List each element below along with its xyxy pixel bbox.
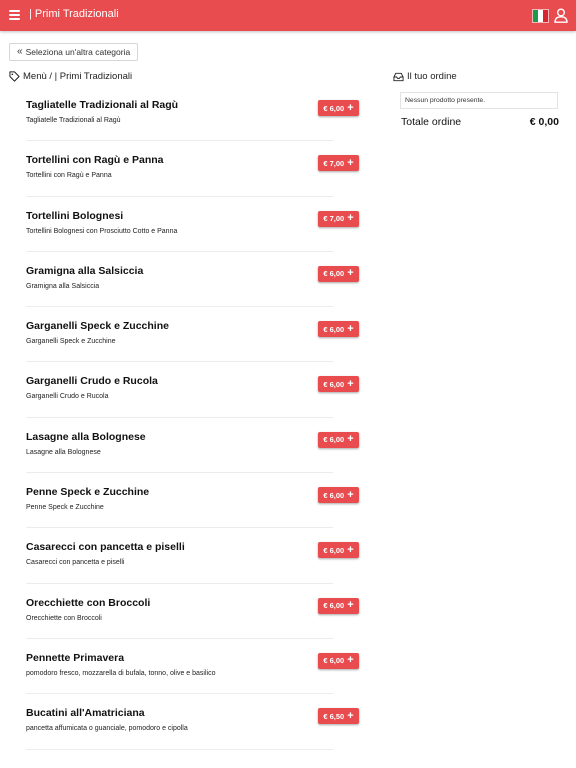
menu-item-price: € 7,00: [323, 214, 345, 224]
order-title: Il tuo ordine: [407, 71, 457, 82]
double-chevron-left-icon: «: [17, 46, 23, 57]
menu-item-price: € 6,00: [323, 324, 345, 334]
add-to-order-button[interactable]: [318, 542, 359, 558]
menu-item-name: Gramigna alla Salsiccia: [26, 264, 144, 277]
order-header: [393, 71, 457, 82]
breadcrumb-text: Menù / | Primi Tradizionali: [23, 71, 133, 82]
divider: [26, 749, 333, 750]
menu-item-description: Orecchiette con Broccoli: [26, 614, 102, 622]
menu-item-name: Garganelli Crudo e Rucola: [26, 375, 158, 388]
tag-icon: [9, 71, 20, 82]
select-category-label: Seleziona un'altra categoria: [25, 47, 131, 57]
menu-item: [26, 252, 359, 307]
menu-item: [26, 362, 359, 417]
menu-item-name: Pennette Primavera: [26, 651, 125, 664]
add-to-order-button[interactable]: [318, 100, 359, 116]
menu-item-price: € 6,00: [323, 269, 345, 279]
menu-item-description: Garganelli Crudo e Rucola: [26, 393, 109, 401]
add-to-order-button[interactable]: [318, 266, 359, 282]
plus-icon: +: [347, 599, 354, 612]
plus-icon: +: [347, 267, 354, 280]
menu-item-price: € 6,50: [323, 711, 345, 721]
breadcrumb: [9, 71, 132, 82]
menu-item-description: pancetta affumicata o guanciale, pomodoro e cipolla: [26, 725, 188, 733]
menu-item: [26, 307, 359, 362]
menu-item-description: Gramigna alla Salsiccia: [26, 282, 100, 290]
menu-item-name: Penne Speck e Zucchine: [26, 486, 150, 499]
menu-item-description: Tortellini con Ragù e Panna: [26, 172, 112, 180]
plus-icon: +: [347, 156, 354, 169]
menu-item: [26, 86, 359, 141]
menu-item-price: € 6,00: [323, 490, 345, 500]
menu-item-price: € 7,00: [323, 158, 345, 168]
top-bar: [0, 0, 576, 31]
add-to-order-button[interactable]: [318, 487, 359, 503]
menu-item-name: Garganelli Speck e Zucchine: [26, 320, 169, 333]
add-to-order-button[interactable]: [318, 321, 359, 337]
menu-item: [26, 473, 359, 528]
menu-item: [26, 418, 359, 473]
plus-icon: +: [347, 488, 354, 501]
menu-item: [26, 584, 359, 639]
add-to-order-button[interactable]: [318, 653, 359, 669]
plus-icon: +: [347, 654, 354, 667]
hamburger-icon[interactable]: [9, 10, 20, 20]
inbox-icon: [393, 72, 404, 82]
menu-list: [26, 86, 359, 750]
italy-flag-icon[interactable]: [532, 9, 549, 23]
menu-item: [26, 528, 359, 583]
plus-icon: +: [347, 377, 354, 390]
menu-item-name: Bucatini all'Amatriciana: [26, 707, 145, 720]
order-total-value: € 0,00: [529, 116, 559, 128]
menu-item-name: Orecchiette con Broccoli: [26, 596, 151, 609]
order-total-label: Totale ordine: [401, 116, 462, 128]
menu-item-price: € 6,00: [323, 601, 345, 611]
menu-item-description: Tagliatelle Tradizionali al Ragù: [26, 117, 121, 124]
menu-item-price: € 6,00: [323, 379, 345, 389]
add-to-order-button[interactable]: [318, 376, 359, 392]
plus-icon: +: [347, 433, 354, 446]
menu-item-description: Casarecci con pancetta e piselli: [26, 559, 125, 567]
select-category-button[interactable]: [9, 43, 138, 61]
menu-item-name: Tortellini Bolognesi: [26, 209, 124, 222]
menu-item-description: Penne Speck e Zucchine: [26, 504, 104, 512]
menu-item-name: Lasagne alla Bolognese: [26, 430, 146, 443]
menu-item-description: Lasagne alla Bolognese: [26, 448, 101, 456]
user-icon[interactable]: [554, 8, 568, 23]
plus-icon: +: [347, 543, 354, 556]
plus-icon: +: [347, 322, 354, 335]
add-to-order-button[interactable]: [318, 598, 359, 614]
menu-item-description: Tortellini Bolognesi con Prosciutto Cotto e Panna: [26, 227, 178, 235]
menu-item: [26, 694, 359, 749]
plus-icon: +: [347, 212, 354, 225]
add-to-order-button[interactable]: [318, 155, 359, 171]
menu-item: [26, 141, 359, 196]
menu-item-description: pomodoro fresco, mozzarella di bufala, tonno, olive e basilico: [26, 669, 216, 677]
page-title: | Primi Tradizionali: [29, 8, 119, 20]
menu-item-price: € 6,00: [323, 545, 345, 555]
menu-item-name: Tagliatelle Tradizionali al Ragù: [26, 99, 179, 111]
add-to-order-button[interactable]: [318, 211, 359, 227]
menu-item-price: € 6,00: [323, 435, 345, 445]
menu-item: [26, 197, 359, 252]
order-empty-message: Nessun prodotto presente.: [400, 92, 558, 109]
plus-icon: +: [347, 709, 354, 722]
menu-item: [26, 639, 359, 694]
plus-icon: +: [347, 101, 354, 114]
menu-item-price: € 6,00: [323, 656, 345, 666]
add-to-order-button[interactable]: [318, 432, 359, 448]
menu-item-price: € 6,00: [323, 103, 345, 113]
menu-item-name: Casarecci con pancetta e piselli: [26, 541, 185, 554]
menu-item-description: Garganelli Speck e Zucchine: [26, 338, 116, 346]
menu-item-name: Tortellini con Ragù e Panna: [26, 154, 164, 167]
add-to-order-button[interactable]: [318, 708, 359, 724]
